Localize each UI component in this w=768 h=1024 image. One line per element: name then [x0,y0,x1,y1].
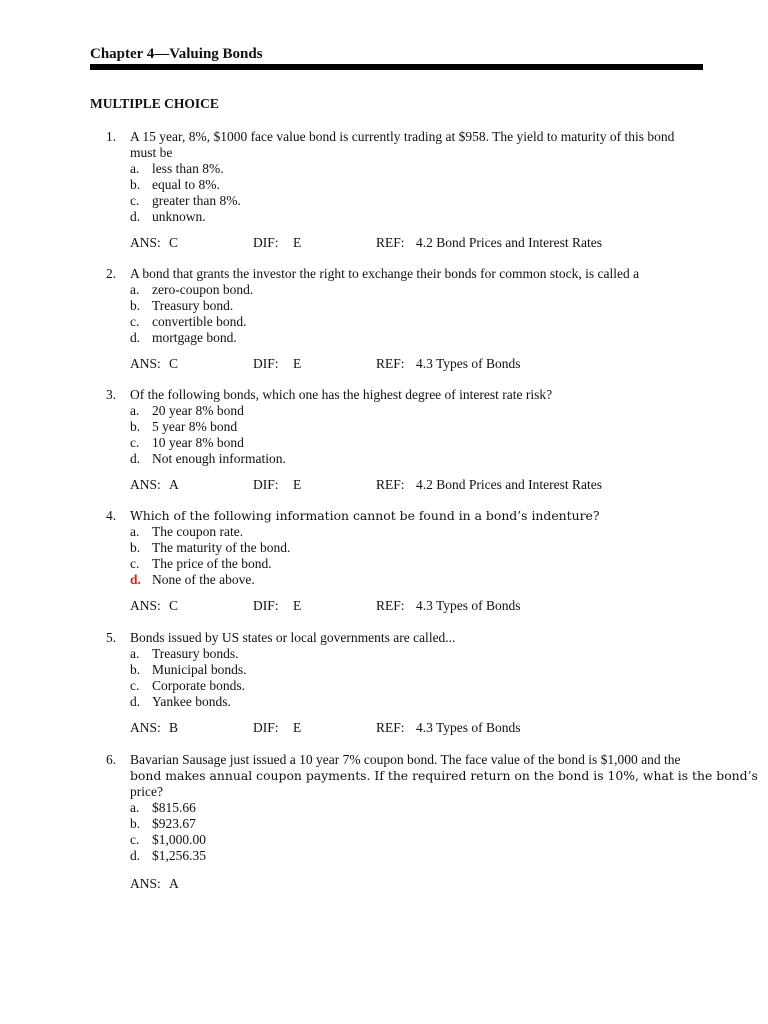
ans-label: ANS: [130,876,161,891]
option-letter: c. [130,678,140,693]
ans-value: A [169,477,179,492]
ans-value: A [169,876,179,891]
option-letter: d. [130,694,141,709]
option-text: convertible bond. [152,314,247,329]
question-number: 5. [106,630,117,645]
answer-row [130,876,703,892]
option-text: Yankee bonds. [152,694,231,709]
ans-value: B [169,720,179,735]
ref-value: 4.3 Types of Bonds [416,720,521,735]
option-c [130,193,703,209]
option-text: The maturity of the bond. [152,540,291,555]
option-text: The coupon rate. [152,524,244,539]
option-text: Treasury bond. [152,298,234,313]
question-number: 1. [106,129,117,144]
option-c [130,435,703,451]
question-5 [90,630,703,736]
question-stem: Bonds issued by US states or local governments are called... [130,630,456,645]
option-list [130,646,703,710]
question-number: 6. [106,752,117,767]
option-text: greater than 8%. [152,193,241,208]
option-b [130,662,703,678]
option-text: mortgage bond. [152,330,237,345]
ans-value: C [169,356,179,371]
option-c [130,678,703,694]
ref-label: REF: [376,477,405,492]
question-stem: A 15 year, 8%, $1000 face value bond is currently trading at $958. The yield to maturity of this bond must be [130,129,675,160]
option-letter: b. [130,816,141,831]
dif-value: E [293,356,302,371]
ans-label: ANS: [130,235,161,250]
option-letter: a. [130,646,140,661]
ans-label: ANS: [130,720,161,735]
question-stem: A bond that grants the investor the right to exchange their bonds for common stock, is called a [130,266,640,281]
ref-value: 4.3 Types of Bonds [416,598,521,613]
dif-label: DIF: [253,235,279,250]
question-number: 3. [106,387,117,402]
option-letter: a. [130,800,140,815]
option-list [130,800,703,864]
option-letter: d. [130,848,141,863]
option-list [130,161,703,225]
option-letter: d. [130,330,141,345]
question-number: 2. [106,266,117,281]
option-text: 20 year 8% bond [152,403,244,418]
dif-label: DIF: [253,720,279,735]
option-text: Corporate bonds. [152,678,245,693]
option-d [130,694,703,710]
option-d [130,330,703,346]
option-list [130,524,703,588]
option-text: equal to 8%. [152,177,220,192]
option-letter: a. [130,403,140,418]
section-heading: MULTIPLE CHOICE [90,96,219,111]
ans-label: ANS: [130,356,161,371]
option-list [130,282,703,346]
option-a [130,403,703,419]
question-number: 4. [106,508,117,523]
ref-value: 4.2 Bond Prices and Interest Rates [416,477,602,492]
option-a [130,800,703,816]
option-letter: b. [130,177,141,192]
ans-label: ANS: [130,477,161,492]
question-stem [130,752,758,800]
option-text: zero-coupon bond. [152,282,254,297]
question-stem-line: Bavarian Sausage just issued a 10 year 7% coupon bond. The face value of the bond is $1,000 and the [130,752,681,767]
option-d [130,848,703,864]
option-text: 5 year 8% bond [152,419,238,434]
option-letter: b. [130,298,141,313]
answer-row [130,356,703,372]
option-b [130,419,703,435]
option-letter-marked: d. [130,572,141,587]
option-text: $1,256.35 [152,848,206,863]
title-rule [90,64,703,70]
option-b [130,816,703,832]
ref-label: REF: [376,598,405,613]
option-text: $1,000.00 [152,832,206,847]
option-text: Municipal bonds. [152,662,247,677]
question-stem-line: bond makes annual coupon payments. If the required return on the bond is 10%, what is the bond’s [130,768,758,783]
question-4 [90,508,703,614]
question-stem: Of the following bonds, which one has the highest degree of interest rate risk? [130,387,553,402]
option-letter: b. [130,419,141,434]
dif-label: DIF: [253,356,279,371]
option-list [130,403,703,467]
option-c [130,314,703,330]
answer-row [130,598,703,614]
ans-value: C [169,598,179,613]
option-a [130,646,703,662]
option-d [130,209,703,225]
option-c [130,832,703,848]
option-a [130,524,703,540]
option-b [130,540,703,556]
dif-value: E [293,720,302,735]
option-letter: a. [130,161,140,176]
answer-row [130,720,703,736]
option-c [130,556,703,572]
dif-value: E [293,235,302,250]
answer-row [130,477,703,493]
ref-label: REF: [376,356,405,371]
option-text: None of the above. [152,572,255,587]
chapter-title: Chapter 4—Valuing Bonds [90,46,263,62]
option-letter: c. [130,832,140,847]
dif-label: DIF: [253,477,279,492]
option-letter: b. [130,540,141,555]
dif-value: E [293,598,302,613]
dif-value: E [293,477,302,492]
dif-label: DIF: [253,598,279,613]
option-a [130,161,703,177]
option-letter: b. [130,662,141,677]
ref-value: 4.3 Types of Bonds [416,356,521,371]
ref-label: REF: [376,235,405,250]
option-b [130,177,703,193]
option-letter: c. [130,314,140,329]
option-a [130,282,703,298]
option-text: less than 8%. [152,161,224,176]
option-letter: d. [130,209,141,224]
answer-row [130,235,703,251]
question-6 [90,752,758,892]
question-3 [90,387,703,493]
option-letter: a. [130,524,140,539]
option-letter: d. [130,451,141,466]
ans-label: ANS: [130,598,161,613]
option-letter: c. [130,435,140,450]
question-2 [90,266,703,372]
option-text: $815.66 [152,800,196,815]
option-text: $923.67 [152,816,196,831]
option-text: The price of the bond. [152,556,272,571]
question-stem: Which of the following information cannot be found in a bond’s indenture? [130,508,600,523]
option-text: 10 year 8% bond [152,435,244,450]
question-stem-line: price? [130,784,163,799]
question-1 [90,129,703,251]
ref-label: REF: [376,720,405,735]
option-text: unknown. [152,209,206,224]
option-letter: c. [130,556,140,571]
option-text: Not enough information. [152,451,286,466]
option-d [130,572,703,588]
option-letter: a. [130,282,140,297]
ans-value: C [169,235,179,250]
option-b [130,298,703,314]
ref-value: 4.2 Bond Prices and Interest Rates [416,235,602,250]
option-letter: c. [130,193,140,208]
option-d [130,451,703,467]
option-text: Treasury bonds. [152,646,239,661]
